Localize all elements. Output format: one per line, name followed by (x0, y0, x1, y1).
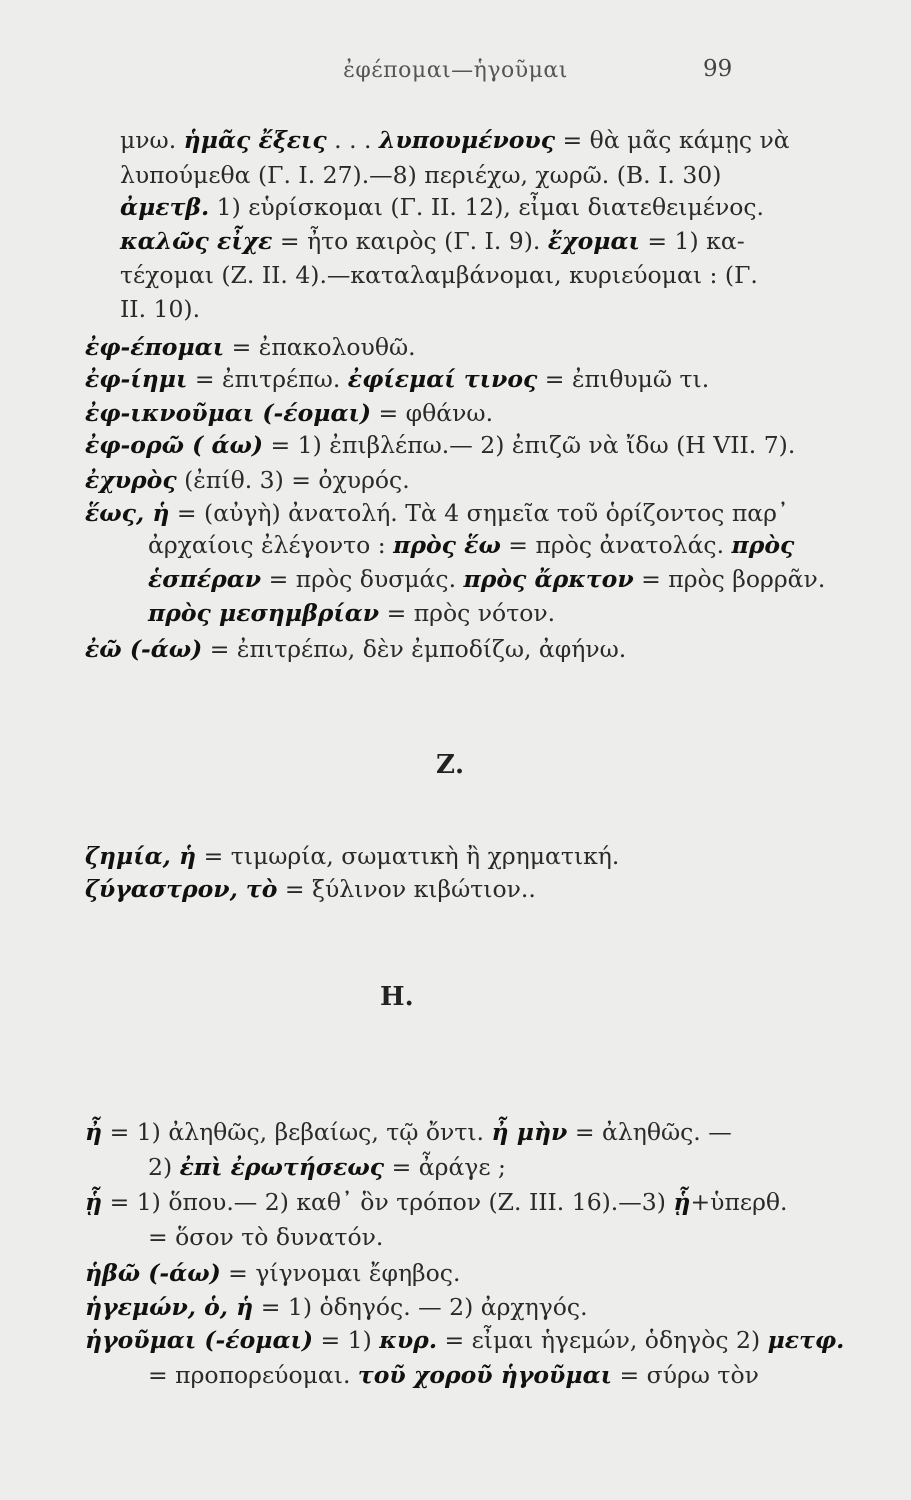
headword-text: ἐφ-ορῶ ( άω) (85, 431, 264, 459)
entry-line (148, 1152, 506, 1182)
entry-line (148, 530, 794, 560)
definition-text: +ὑπερθ. (690, 1188, 788, 1216)
entry-line (85, 332, 416, 362)
headword-text: ἐφ-ικνοῦμαι (-έομαι) (85, 399, 372, 427)
definition-text: = ἐπιτρέπω. (187, 365, 348, 393)
page-number: 99 (703, 56, 733, 82)
entry-line (85, 1117, 732, 1147)
definition-text: = 1) ἐπιβλέπω.— 2) ἐπιζῶ νὰ ἴδω (Η VII. 7). (263, 431, 796, 459)
headword-text: ἐφ-ίημι (85, 365, 188, 393)
entry-line (85, 1258, 460, 1288)
headword-text: ἦ μὴν (491, 1118, 568, 1146)
definition-text: λυπούμεθα (Γ. Ι. 27).—8) περιέχω, χωρῶ. (Β. Ι. 30) (120, 161, 722, 189)
headword-text: ἡμᾶς ἔξεις (183, 126, 327, 154)
definition-text: = πρὸς δυσμάς. (261, 565, 464, 593)
entry-line (85, 364, 709, 394)
headword-text: ζημία, ἡ (85, 842, 197, 870)
definition-text: . . . (326, 126, 379, 154)
definition-text: = ἐπιθυμῶ τι. (537, 365, 710, 393)
definition-text: = (αὐγὴ) ἀνατολή. Τὰ 4 σημεῖα τοῦ ὁρίζοντος παρ᾽ (169, 499, 789, 527)
entry-line (85, 498, 789, 528)
entry-line (85, 634, 626, 664)
definition-text: = πρὸς βορρᾶν. (633, 565, 826, 593)
definition-text: = γίγνομαι ἔφηβος. (220, 1259, 461, 1287)
entry-line (148, 564, 825, 594)
definition-text: = φθάνω. (371, 399, 494, 427)
headword-text: πρὸς ἄρκτον (463, 565, 634, 593)
definition-text: = ἆράγε ; (384, 1153, 506, 1181)
headword-text: κυρ. (379, 1326, 437, 1354)
entry-line (120, 160, 721, 190)
definition-text: = σύρω τὸν (612, 1361, 759, 1389)
definition-text: τέχομαι (Ζ. ΙΙ. 4).—καταλαμβάνομαι, κυριεύομαι : (Γ. (120, 261, 758, 289)
definition-text: = εἶμαι ἡγεμών, ὁδηγὸς 2) (437, 1326, 768, 1354)
entry-line (85, 874, 536, 904)
definition-text: = 1) ὁδηγός. — 2) ἀρχηγός. (253, 1293, 588, 1321)
entry-line (120, 294, 200, 324)
headword-text: λυπουμένους (379, 126, 556, 154)
definition-text: ΙΙ. 10). (120, 295, 201, 323)
definition-text: = ἀληθῶς. — (567, 1118, 732, 1146)
entry-line (148, 1222, 383, 1252)
headword-text: ἑσπέραν (148, 565, 262, 593)
headword-text: ἐχυρὸς (85, 466, 177, 494)
definition-text: = ὅσον τὸ δυνατόν. (148, 1223, 384, 1251)
definition-text: = ἐπιτρέπω, δὲν ἐμποδίζω, ἀφήνω. (202, 635, 627, 663)
section-letter-eta: Η. (380, 982, 414, 1012)
headword-text: ἀμετβ. (120, 193, 210, 221)
definition-text: = ἐπακολουθῶ. (224, 333, 416, 361)
entry-line (120, 125, 790, 155)
definition-text: = 1) ἀληθῶς, βεβαίως, τῷ ὄντι. (102, 1118, 492, 1146)
definition-text: = θὰ μᾶς κάμῃς νὰ (555, 126, 790, 154)
headword-text: μετφ. (767, 1326, 845, 1354)
definition-text: ἀρχαίοις ἐλέγοντο : (148, 531, 394, 559)
definition-text: = προπορεύομαι. (148, 1361, 358, 1389)
headword-text: ζύγαστρον, τὸ (85, 875, 278, 903)
headword-text: ἡγεμών, ὁ, ἡ (85, 1293, 254, 1321)
headword-text: ἦ (85, 1118, 103, 1146)
entry-line (85, 841, 619, 871)
headword-text: πρὸς (731, 531, 795, 559)
definition-text: = 1) ὅπου.— 2) καθ᾽ ὃν τρόπον (Ζ. ΙΙΙ. 16).—3) (102, 1188, 674, 1216)
definition-text: = πρὸς ἀνατολάς. (500, 531, 732, 559)
headword-text: ἐπὶ ἐρωτήσεως (179, 1153, 385, 1181)
headword-text: πρὸς μεσημβρίαν (148, 599, 380, 627)
headword-text: ἐφίεμαί τινος (347, 365, 538, 393)
running-header: ἐφέπομαι—ἡγοῦμαι (343, 58, 568, 83)
headword-text: πρὸς ἕω (393, 531, 501, 559)
entry-line (148, 598, 555, 628)
definition-text: (ἐπίθ. 3) = ὀχυρός. (176, 466, 410, 494)
definition-text: μνω. (120, 126, 184, 154)
entry-line (85, 398, 493, 428)
definition-text: = ἦτο καιρὸς (Γ. Ι. 9). (272, 227, 548, 255)
headword-text: ἕως, ἡ (85, 499, 170, 527)
definition-text: = πρὸς νότον. (379, 599, 556, 627)
definition-text: = 1) κα- (639, 227, 745, 255)
headword-text: ἡβῶ (-άω) (85, 1259, 221, 1287)
entry-line (85, 1187, 788, 1217)
entry-line (120, 192, 764, 222)
section-letter-zeta: Ζ. (436, 750, 465, 780)
headword-text: ἡγοῦμαι (-έομαι) (85, 1326, 314, 1354)
definition-text: 2) (148, 1153, 180, 1181)
headword-text: ἐῶ (-άω) (85, 635, 203, 663)
headword-text: καλῶς εἶχε (120, 227, 273, 255)
entry-line (120, 260, 758, 290)
entry-line (85, 465, 410, 495)
definition-text: = 1) (313, 1326, 380, 1354)
definition-text: = τιμωρία, σωματικὴ ἢ χρηματική. (196, 842, 620, 870)
definition-text: 1) εὑρίσκομαι (Γ. ΙΙ. 12), εἶμαι διατεθειμένος. (209, 193, 765, 221)
headword-text: ἔχομαι (547, 227, 640, 255)
definition-text: = ξύλινον κιβώτιον.. (277, 875, 536, 903)
entry-line (85, 430, 795, 460)
entry-line (85, 1325, 844, 1355)
entry-line (120, 226, 745, 256)
headword-text: τοῦ χοροῦ ἡγοῦμαι (357, 1361, 613, 1389)
entry-line (85, 1292, 588, 1322)
headword-text: ᾗ (85, 1188, 103, 1216)
entry-line (148, 1360, 759, 1390)
headword-text: ἐφ-έπομαι (85, 333, 225, 361)
headword-text: ᾗ (673, 1188, 691, 1216)
